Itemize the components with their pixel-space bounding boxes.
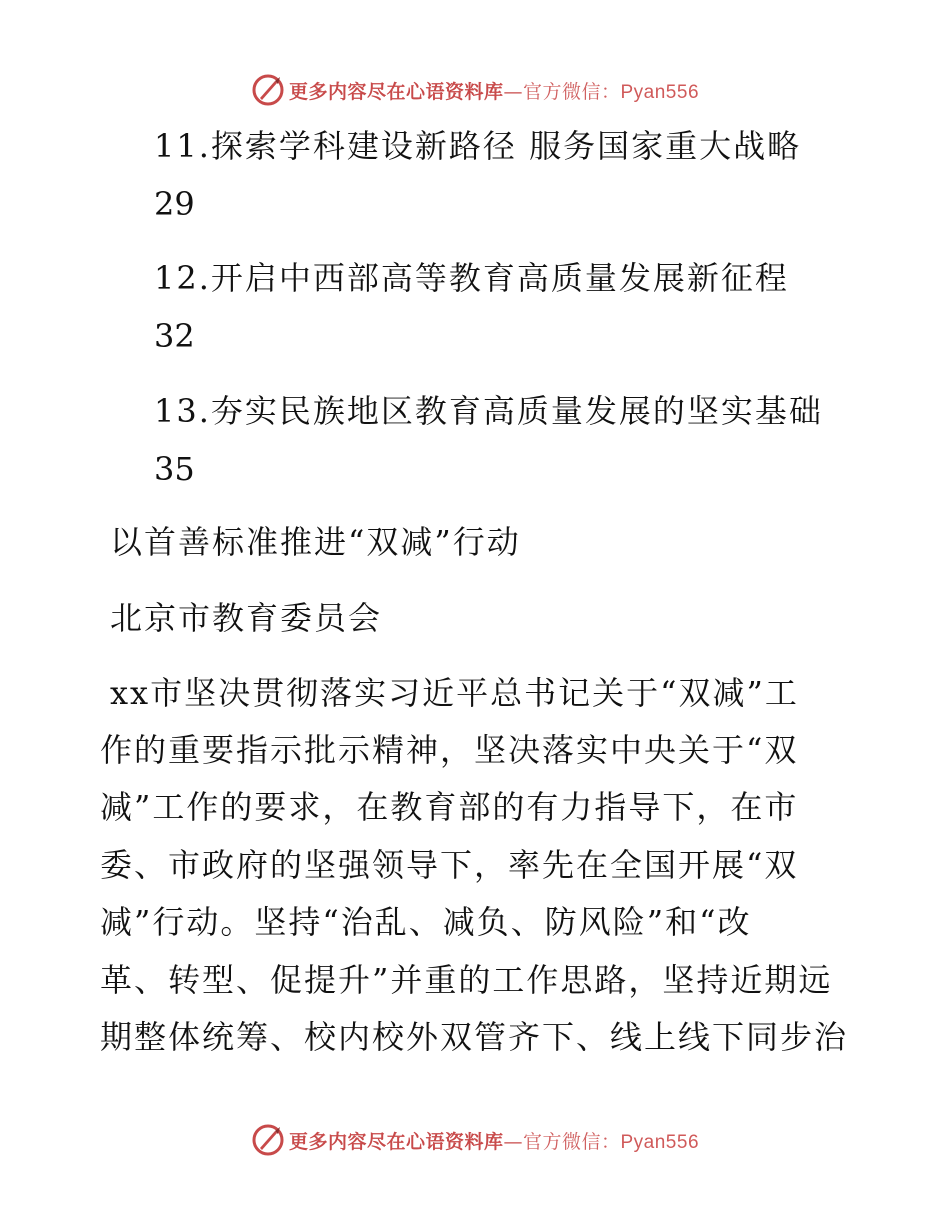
- article-author: 北京市教育委员会: [110, 599, 383, 637]
- body-line: xx市坚决贯彻落实习近平总书记关于“双减”工: [110, 674, 799, 712]
- toc-item-page: 32: [154, 317, 195, 355]
- watermark-id: Pyan556: [620, 81, 700, 103]
- body-line: 革、转型、促提升”并重的工作思路，坚持近期远: [100, 961, 833, 999]
- watermark-text: [289, 77, 699, 104]
- toc-item-page: 35: [154, 450, 195, 488]
- toc-item-title: 11.探索学科建设新路径 服务国家重大战略: [154, 127, 802, 165]
- watermark-sub: 官方微信：: [522, 80, 621, 103]
- watermark-main: 更多内容尽在心语资料库: [288, 1130, 504, 1153]
- quill-logo-icon: [251, 73, 285, 107]
- body-line: 委、市政府的坚强领导下，率先在全国开展“双: [100, 846, 799, 884]
- toc-item-title: 12.开启中西部高等教育高质量发展新征程: [154, 259, 789, 297]
- article-title: 以首善标准推进“双减”行动: [110, 523, 521, 561]
- body-line: 期整体统筹、校内校外双管齐下、线上线下同步治: [100, 1018, 849, 1056]
- body-line: 作的重要指示批示精神，坚决落实中央关于“双: [100, 731, 799, 769]
- watermark-dash: —: [503, 1130, 523, 1153]
- toc-item-title: 13.夯实民族地区教育高质量发展的坚实基础: [154, 392, 823, 430]
- header-watermark: [0, 70, 950, 110]
- watermark-sub: 官方微信：: [522, 1130, 621, 1153]
- watermark-dash: —: [503, 80, 523, 103]
- watermark-main: 更多内容尽在心语资料库: [288, 80, 504, 103]
- quill-logo-icon: [251, 1123, 285, 1157]
- toc-item-page: 29: [154, 185, 195, 223]
- footer-watermark: [0, 1120, 950, 1160]
- body-line: 减”行动。坚持“治乱、减负、防风险”和“改: [100, 903, 752, 941]
- watermark-id: Pyan556: [620, 1131, 700, 1153]
- body-line: 减”工作的要求，在教育部的有力指导下，在市: [100, 788, 799, 826]
- watermark-text: [289, 1127, 699, 1154]
